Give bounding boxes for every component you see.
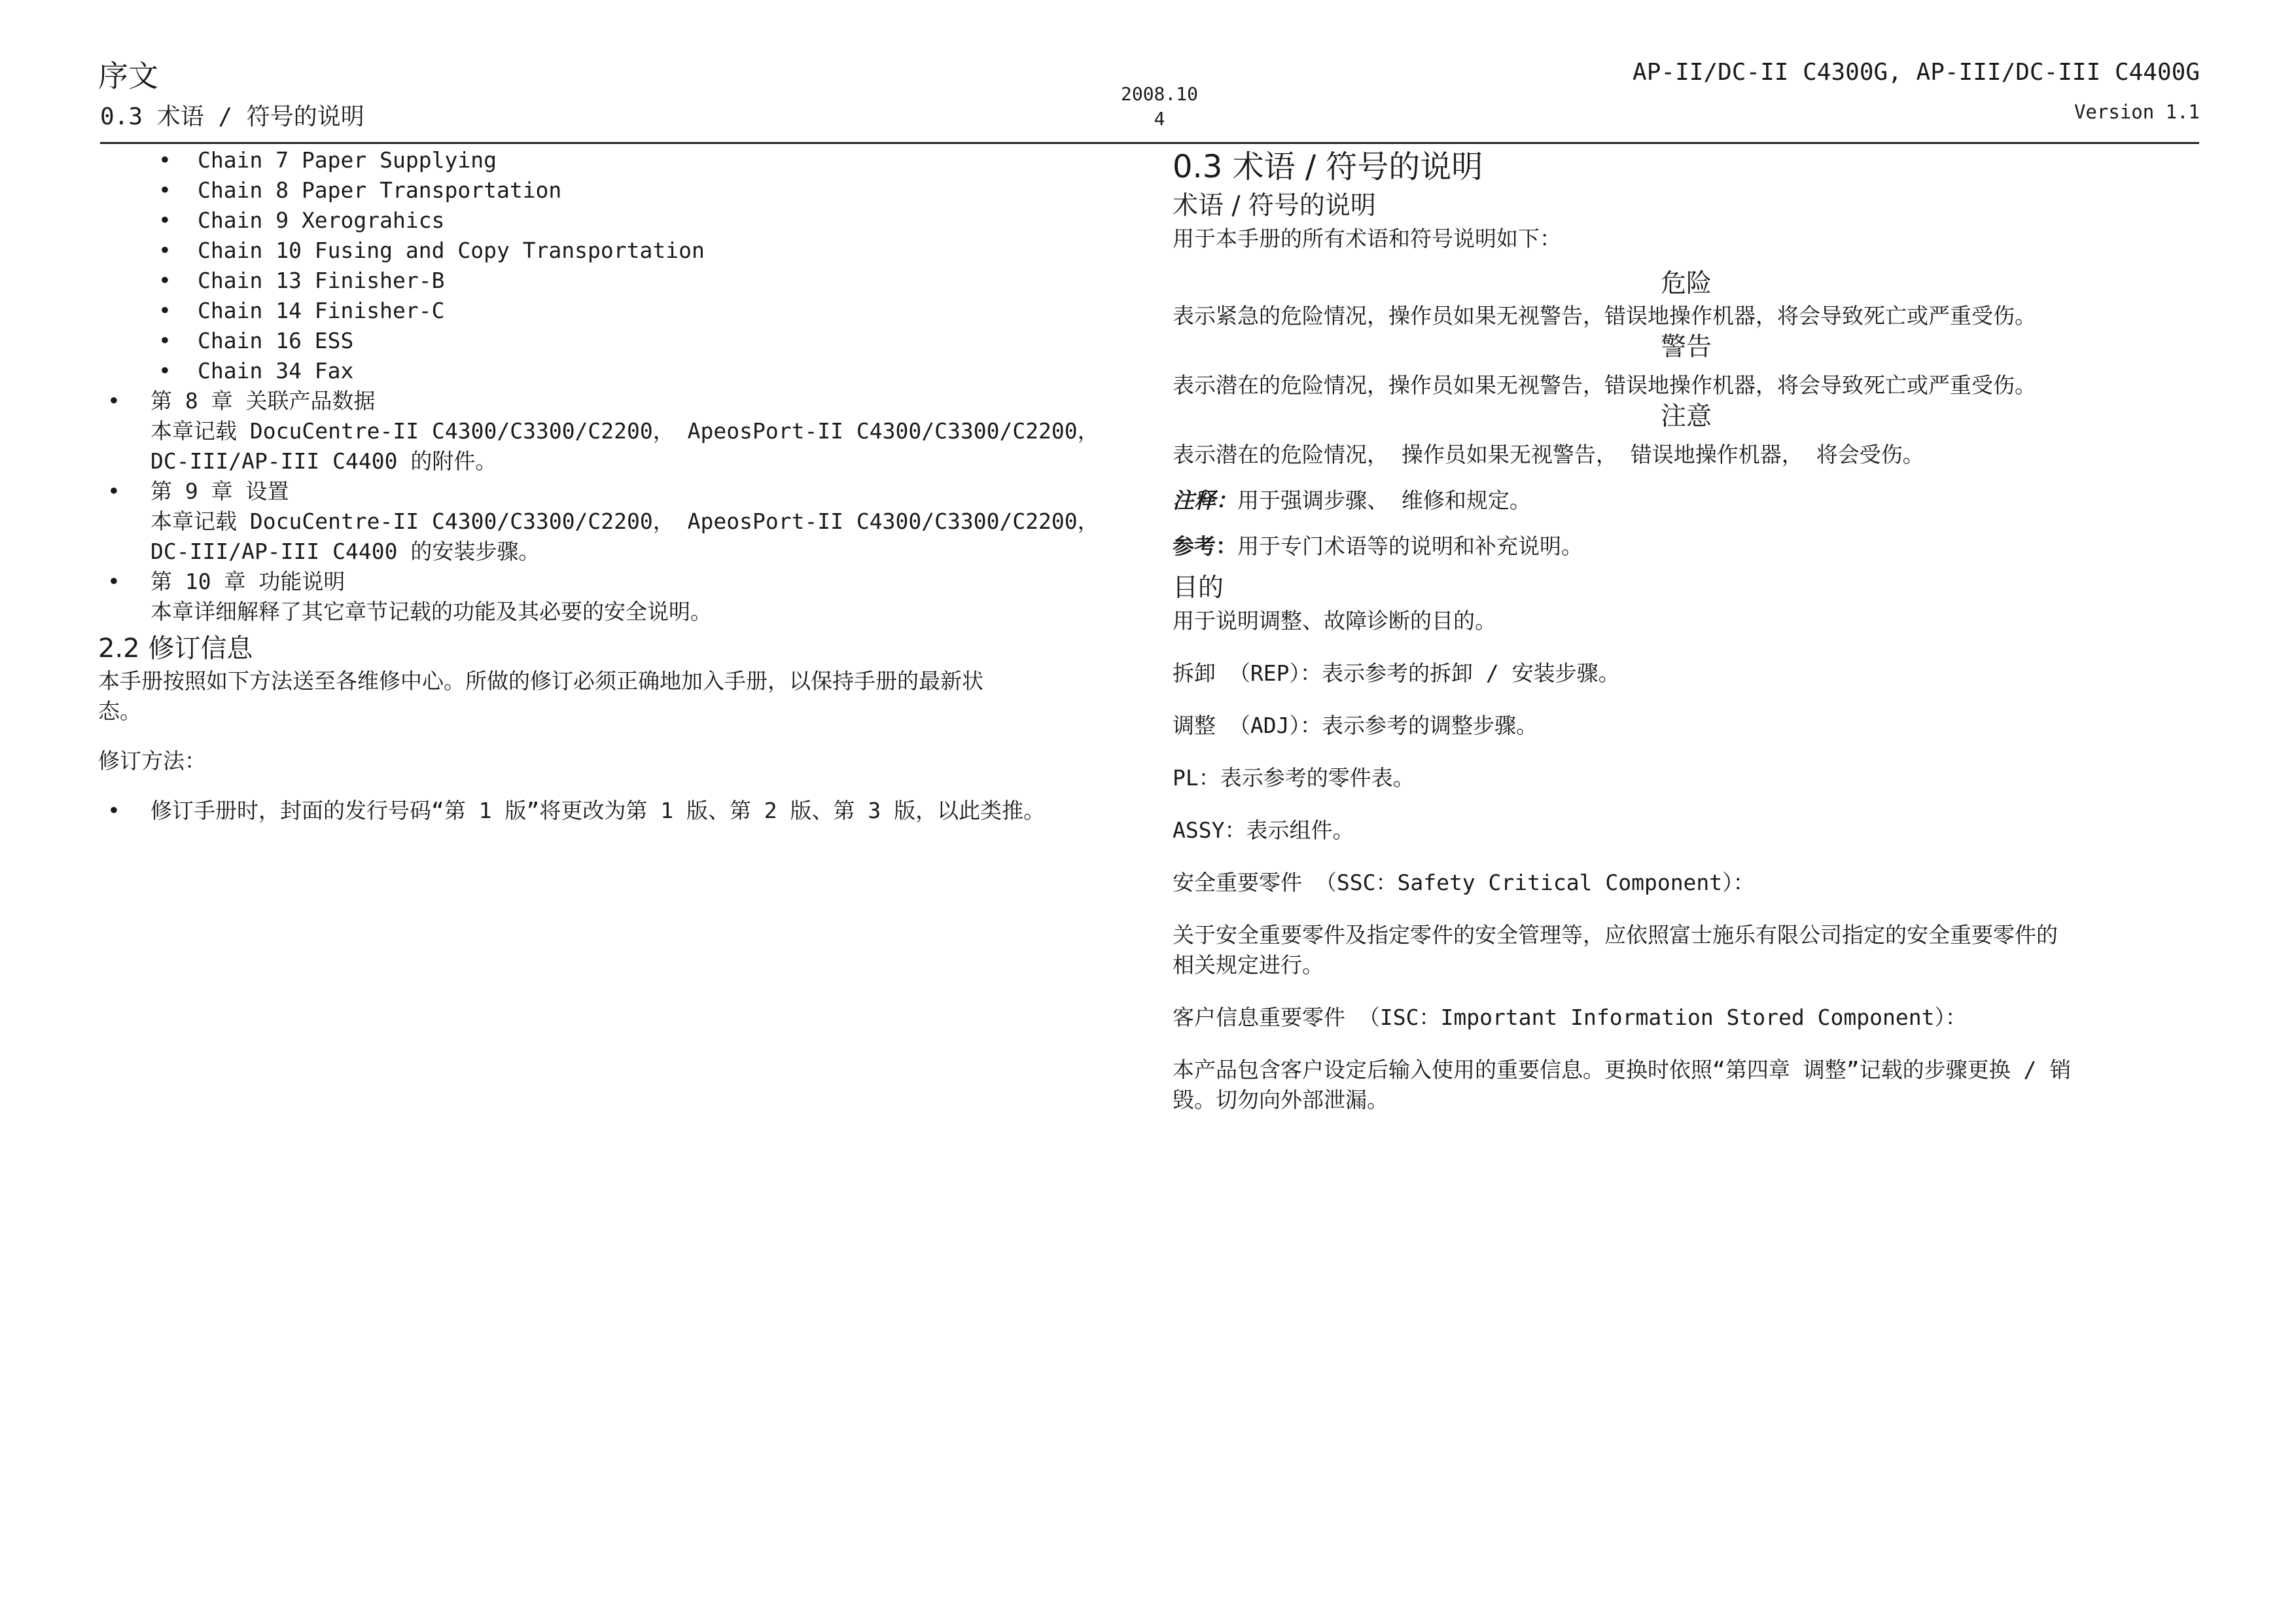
version-label: Version 1.1 bbox=[2074, 101, 2200, 123]
note-label: 注释： bbox=[1173, 488, 1237, 513]
chapter-10-description: 本章详细解释了其它章节记载的功能及其必要的安全说明。 bbox=[150, 599, 712, 624]
model-names: AP-II/DC-II C4300G, AP-III/DC-III C4400G bbox=[1633, 59, 2200, 86]
warning-heading: 警告 bbox=[1660, 332, 1712, 362]
caution-text: 表示潜在的危险情况， 操作员如果无视警告， 错误地操作机器， 将会受伤。 bbox=[1173, 442, 1924, 467]
page-number: 4 bbox=[1154, 108, 1165, 130]
list-item: • Chain 16 ESS bbox=[158, 328, 354, 353]
terms-subtitle: 术语 / 符号的说明 bbox=[1173, 191, 1376, 221]
caution-heading: 注意 bbox=[1660, 402, 1712, 431]
isc-heading: 客户信息重要零件 （ISC：Important Information Stored Component）： bbox=[1173, 1005, 1967, 1030]
chapter-9-item: • 第 9 章 设置 bbox=[107, 478, 289, 504]
list-item: • Chain 10 Fusing and Copy Transportation bbox=[158, 238, 705, 263]
chapter-title: 序文 bbox=[98, 58, 158, 94]
rep-definition: 拆卸 （REP）：表示参考的拆卸 / 安装步骤。 bbox=[1173, 660, 1620, 686]
list-item: • Chain 9 Xerograhics bbox=[158, 207, 445, 233]
ssc-heading: 安全重要零件 （SSC：Safety Critical Component）： bbox=[1173, 870, 1755, 895]
chapter-8-item: • 第 8 章 关联产品数据 bbox=[107, 388, 376, 414]
list-item: • Chain 34 Fax bbox=[158, 358, 354, 383]
chapter-9-description: 本章记载 DocuCentre-II C4300/C3300/C2200， ApeosPort-II C4300/C3300/C2200， DC-III/AP-III C4400 的安装步骤。 bbox=[150, 508, 1099, 564]
list-item: • Chain 14 Finisher-C bbox=[158, 298, 445, 323]
right-column bbox=[1173, 145, 2200, 1115]
revision-method-label: 修订方法： bbox=[98, 748, 206, 774]
pl-definition: PL：表示参考的零件表。 bbox=[1173, 765, 1415, 791]
chapter-10-item: • 第 10 章 功能说明 bbox=[107, 569, 345, 594]
ssc-paragraph: 关于安全重要零件及指定零件的安全管理等，应依照富士施乐有限公司指定的安全重要零件的 相关规定进行。 bbox=[1173, 922, 2058, 978]
danger-heading: 危险 bbox=[1660, 269, 1712, 298]
revision-paragraph: 本手册按照如下方法送至各维修中心。所做的修订必须正确地加入手册，以保持手册的最新状 态。 bbox=[98, 668, 983, 724]
reference-line: 参考：用于专门术语等的说明和补充说明。 bbox=[1173, 533, 1583, 559]
section-title: 0.3 术语 / 符号的说明 bbox=[100, 103, 364, 130]
danger-text: 表示紧急的危险情况，操作员如果无视警告，错误地操作机器，将会导致死亡或严重受伤。 bbox=[1173, 303, 2036, 329]
left-column bbox=[98, 145, 1132, 826]
isc-paragraph: 本产品包含客户设定后输入使用的重要信息。更换时依照“第四章 调整”记载的步骤更换 / 销 毁。切勿向外部泄漏。 bbox=[1173, 1057, 2072, 1113]
reference-label: 参考： bbox=[1173, 533, 1237, 559]
warning-text: 表示潜在的危险情况，操作员如果无视警告，错误地操作机器，将会导致死亡或严重受伤。 bbox=[1173, 372, 2036, 398]
terms-intro: 用于本手册的所有术语和符号说明如下： bbox=[1173, 226, 1561, 251]
purpose-text: 用于说明调整、故障诊断的目的。 bbox=[1173, 608, 1496, 633]
assy-definition: ASSY：表示组件。 bbox=[1173, 817, 1354, 843]
list-item: • Chain 13 Finisher-B bbox=[158, 268, 445, 293]
issue-date: 2008.10 bbox=[1120, 83, 1198, 105]
list-item: • Chain 8 Paper Transportation bbox=[158, 177, 562, 203]
adj-definition: 调整 （ADJ）：表示参考的调整步骤。 bbox=[1173, 713, 1538, 738]
header-divider bbox=[100, 142, 2199, 144]
revision-heading: 2.2 修订信息 bbox=[98, 633, 253, 664]
revision-method-item: • 修订手册时，封面的发行号码“第 1 版”将更改为第 1 版、第 2 版、第 3 版，以此类推。 bbox=[107, 798, 1046, 823]
purpose-heading: 目的 bbox=[1173, 573, 1224, 603]
chapter-8-description: 本章记载 DocuCentre-II C4300/C3300/C2200， ApeosPort-II C4300/C3300/C2200， DC-III/AP-III C4400 的附件。 bbox=[150, 418, 1099, 474]
note-line: 注释：用于强调步骤、 维修和规定。 bbox=[1173, 488, 1531, 513]
terms-section-title: 0.3 术语 / 符号的说明 bbox=[1173, 149, 1483, 185]
list-item: • Chain 7 Paper Supplying bbox=[158, 147, 497, 173]
